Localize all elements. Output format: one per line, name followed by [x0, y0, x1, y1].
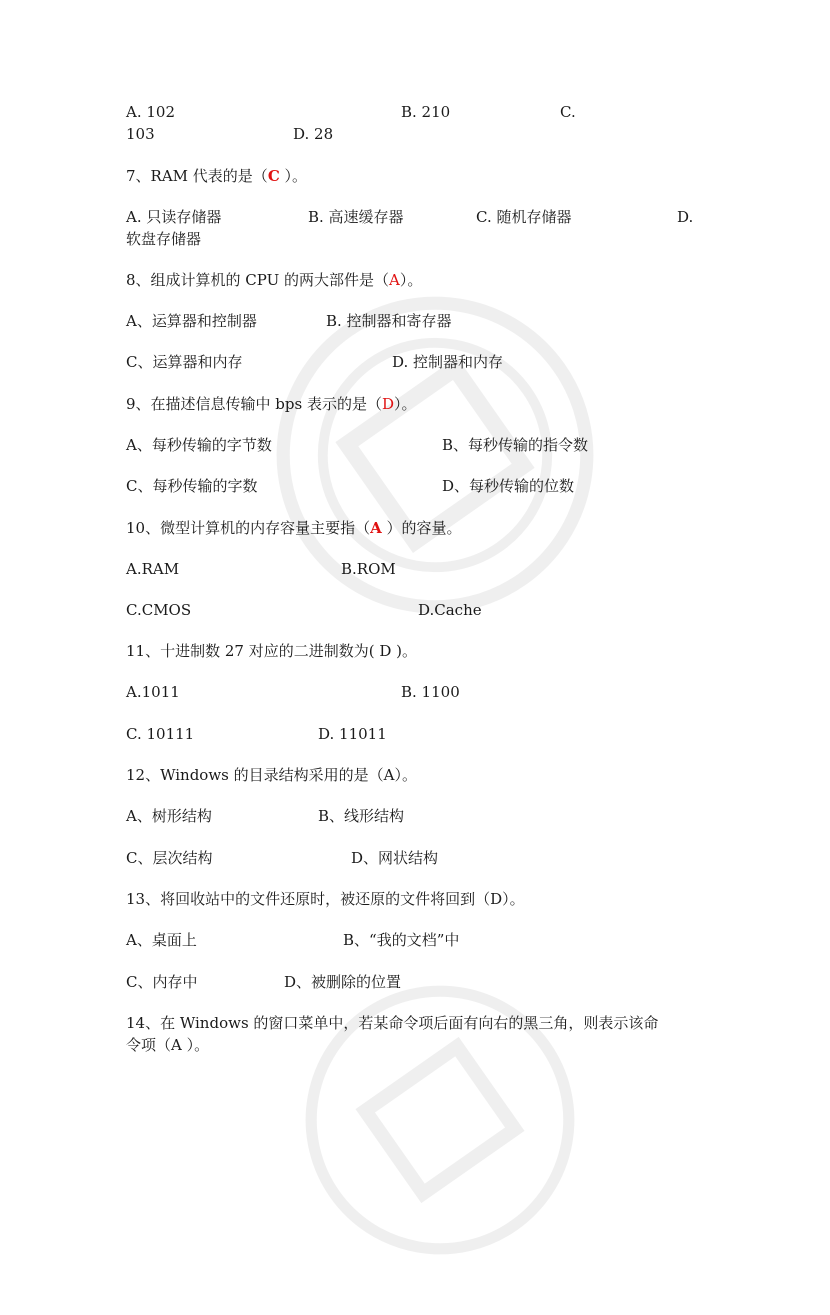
q10-option-d: D.Cache — [418, 601, 482, 619]
question-8-text: 8、组成计算机的 CPU 的两大部件是（ — [126, 271, 390, 289]
question-9-text-end: ）。 — [394, 395, 417, 413]
question-10-text-end: ）的容量。 — [381, 519, 462, 537]
question-11: 11、十进制数 27 对应的二进制数为( D )。 — [126, 642, 417, 660]
q11-option-c: C. 10111 — [126, 725, 195, 743]
question-9 — [126, 394, 417, 414]
q7-option-a: A. 只读存储器 — [126, 208, 222, 226]
question-7 — [126, 166, 307, 186]
q9-option-c: C、每秒传输的字数 — [126, 477, 258, 495]
question-10-answer: A — [370, 519, 382, 537]
question-13: 13、将回收站中的文件还原时，被还原的文件将回到（D）。 — [126, 890, 525, 908]
q12-option-c: C、层次结构 — [126, 849, 213, 867]
question-8 — [126, 270, 422, 290]
q13-option-a: A、桌面上 — [126, 931, 197, 949]
q7-option-b: B. 高速缓存器 — [308, 208, 404, 226]
question-7-answer: C — [267, 167, 280, 185]
q10-option-a: A.RAM — [126, 560, 180, 578]
q8-option-a: A、运算器和控制器 — [126, 312, 257, 330]
q13-option-c: C、内存中 — [126, 973, 198, 991]
question-9-text: 9、在描述信息传输中 bps 表示的是（ — [126, 395, 382, 413]
q6-option-b: B. 210 — [401, 103, 451, 121]
q6-option-c-continued: 103 — [126, 125, 155, 143]
q12-option-a: A、树形结构 — [126, 807, 212, 825]
q10-option-c: C.CMOS — [126, 601, 192, 619]
q9-option-a: A、每秒传输的字节数 — [126, 436, 272, 454]
question-8-answer: A — [389, 271, 400, 289]
q11-option-d: D. 11011 — [318, 725, 387, 743]
q6-option-c: C. — [560, 103, 576, 121]
q9-option-b: B、每秒传输的指令数 — [442, 436, 589, 454]
q9-option-d: D、每秒传输的位数 — [442, 477, 575, 495]
q13-option-b: B、“我的文档”中 — [343, 931, 460, 949]
question-7-text: RAM 代表的是（ — [150, 167, 268, 185]
question-12: 12、Windows 的目录结构采用的是（A）。 — [126, 766, 417, 784]
q8-option-c: C、运算器和内存 — [126, 353, 243, 371]
question-10-text: 10、微型计算机的内存容量主要指（ — [126, 519, 371, 537]
question-14-line-2: 令项（A ）。 — [126, 1036, 210, 1054]
question-9-answer: D — [381, 395, 395, 413]
q7-option-c: C. 随机存储器 — [476, 208, 572, 226]
question-10 — [126, 518, 462, 538]
question-7-text-end: ）。 — [279, 167, 308, 185]
q6-option-d: D. 28 — [293, 125, 334, 143]
q8-option-b: B. 控制器和寄存器 — [326, 312, 452, 330]
q12-option-b: B、线形结构 — [318, 807, 405, 825]
q11-option-a: A.1011 — [126, 683, 180, 701]
q7-option-d-continued: 软盘存储器 — [126, 230, 202, 248]
q7-option-d: D. — [677, 208, 694, 226]
q12-option-d: D、网状结构 — [351, 849, 439, 867]
question-8-text-end: ）。 — [399, 271, 423, 289]
question-7-number: 7、 — [126, 167, 151, 185]
q8-option-d: D. 控制器和内存 — [392, 353, 504, 371]
q11-option-b: B. 1100 — [401, 683, 460, 701]
q13-option-d: D、被删除的位置 — [284, 973, 402, 991]
q6-option-a: A. 102 — [126, 103, 175, 121]
q10-option-b: B.ROM — [341, 560, 396, 578]
question-14-line-1: 14、在 Windows 的窗口菜单中，若某命令项后面有向右的黑三角，则表示该命 — [126, 1014, 659, 1032]
